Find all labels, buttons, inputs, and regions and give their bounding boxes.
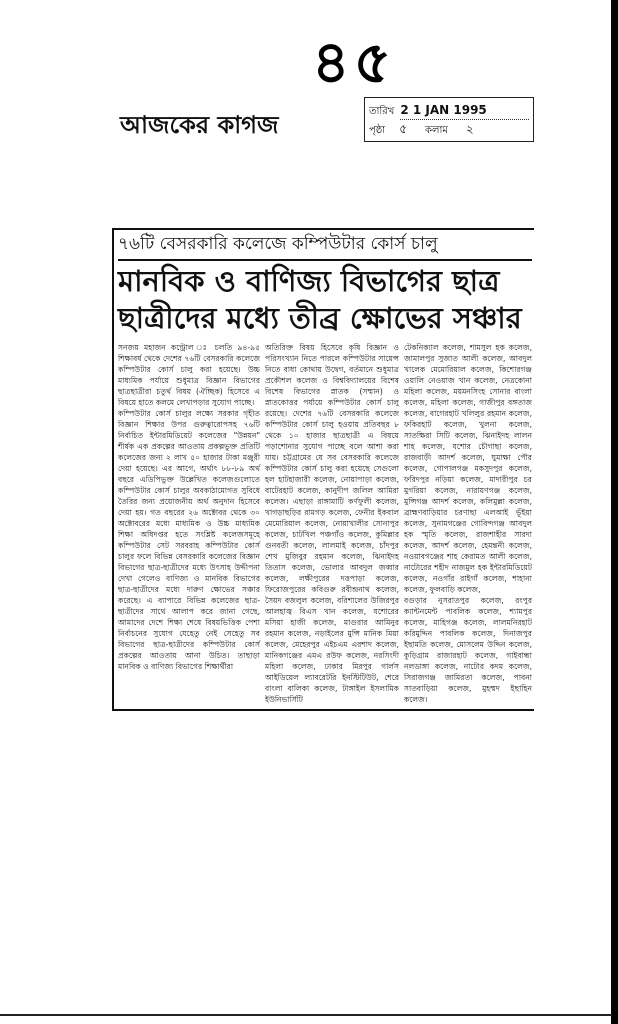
- stamp-column: ২: [465, 122, 474, 136]
- stamp-page-label: পৃষ্ঠা: [369, 125, 386, 136]
- scan-edge-right: [611, 0, 618, 1024]
- article-headline: [118, 263, 532, 338]
- paragraph: অতিরিক্ত বিষয় হিসেবে কৃষি বিজ্ঞান ও পরিসংখ্যান নিতে পারলে কম্পিউটার সায়েন্স নিতে বাধা কোথায় উদ্বেগ, বর্তমানে শুধুমাত্র প্রকৌশল কলেজ ও বিশ্ববিদ্যালয়ের বিশেষ বিশেষ বিভাগের স্নাতক (সম্মান) ও স্নাতকোত্তর পর্যায়ে কম্পিউটার কোর্স চালু রয়েছে। দেশের ৭৬টি বেসরকারি কলেজে কম্পিউটার কোর্স চালু হওয়ায় প্রতিবছর ৮ থেকে ১০ হাজার ছাত্রছাত্রী এ বিষয়ে পড়াশোনার সুযোগ পাচ্ছে বলে আশা করা যায়। চট্টগ্রামের যে সব বেসরকারি কলেজে কম্পিউটার কোর্স চালু করা হয়েছে সেগুলো হল হাটহাজারী কলেজ, নোয়াপাড়া কলেজ, বাটেরহাট কলেজ, কানুদীপ জলিল আমিরা কলেজ। এছাড়া রাঙ্গামাটি কর্ণফুলী কলেজ, খাগড়াছড়ির রামগড় কলেজ, ফেনীর ইকবাল মেমোরিয়াল কলেজ, নোয়াখালীর সোনাপুর কলেজ, চাটখিল পঞ্চগাঁও কলেজ, কুমিল্লার গুনবতী কলেজ, লালমাই কলেজ, চাঁদপুর শেখ মুজিবুর রহমান কলেজ, ঝিনাইদহ তিতাস কলেজ, ভোলার আবদুল জব্বার কলেজ, লক্ষীপুরের দত্তপাড়া কলেজ, ফিরোজপুরের কবিগুরু রবীন্দ্রনাথ কলেজ, সৈয়দ বজলুল কলেজ, বরিশালের উজিরপুর আলহাজ্ব বিএস খান কলেজ, যশোরের মসিয়া হাজী কলেজ, মাগুরার আমিনুর রহমান কলেজ, নড়াইলের মুন্সি মানিক মিয়া কলেজ, মেহেরপুর এইচএম এরশাদ কলেজ, মানিকগঞ্জের এমএ রউফ কলেজ, নরসিংদী মহিলা কলেজ, ঢাকার মিরপুর গার্লস আইডিয়েল ল্যাবরেটরি ইনস্টিটিউট, শেরে বাংলা বালিকা কলেজ, টাঙ্গাইল ইসলামিক ইউনিভার্সিটি: [265, 343, 399, 705]
- article-body: [118, 342, 532, 705]
- paragraph: কম্পিউটার কোর্স চালুর লক্ষ্যে সরকার গৃহীত বিজ্ঞান শিক্ষার উপর গুরুত্বারোপসহ ৭৬টি নির্বাচিত ইন্টারমিডিয়েট কলেজের "উন্নয়ন" শীর্ষক এক প্রকল্পের আওতায় প্রকল্পভুক্ত প্রতিটি কলেজের জন্য ২ লাখ ৫০ হাজার টাকা মঞ্জুরী দেয়া হয়েছে। এর আগে, অর্থাৎ ৮৮-৮৯ অর্থ বছরে এডিপিভুক্ত উল্লেখিত কলেজগুলোতে কম্পিউটার কোর্স চালুর অবকাঠামোগত সুবিধে তৈরির জন্য প্রয়োজনীয় অর্থ অনুদান হিসেবে দেয়া হয়। গত বছরের ২৬ অক্টোবর থেকে ৩০ অক্টোবরের মধ্যে মাধ্যমিক ও উচ্চ মাধ্যমিক শিক্ষা অধিদপ্তর হতে সংশ্লিষ্ট কলেজসমূহে কম্পিউটার সেট সরবরাহ কম্পিউটার কোর্স চালুর ফলে বিভিন্ন বেসরকারি কলেজের বিজ্ঞান বিভাগের ছাত্র-ছাত্রীদের মধ্যে উৎসাহ উদ্দীপনা দেখা গেলেও বাণিজ্য ও মানবিক বিভাগের ছাত্র-ছাত্রীদের মধ্যে দারুণ ক্ষোভের সঞ্চার করেছে। এ ব্যাপারে বিভিন্ন কলেজের ছাত্র-ছাত্রীদের সাথে আলাপ করে জানা গেছে, আমাদের দেশে শিক্ষা শেষে বিষয়ভিত্তিক পেশা নির্বাচনের সুযোগ যেহেতু নেই সেহেতু সব বিভাগের ছাত্র-ছাত্রীদের কম্পিউটার কোর্স প্রকল্পের আওতায় আনা উচিত। তাছাড়া মানবিক ও বাণিজ্য বিভাগের শিক্ষার্থীরা: [118, 409, 260, 672]
- scan-edge-bottom: [0, 1014, 612, 1016]
- article-column-3: [404, 342, 532, 705]
- article-kicker: ৭৬টি বেসরকারি কলেজে কম্পিউটার কোর্স চালু: [118, 234, 438, 254]
- news-article: [112, 228, 534, 711]
- paragraph: টেকনিক্যাল কলেজ, শামসুল হক কলেজ, জামালপুর সুজাত আলী কলেজ, আবদুল খালেক মেমোরিয়াল কলেজ, কিশোরগঞ্জ ওয়ালি নেওয়াজ খান কলেজ, নেত্রকোনা মহিলা কলেজ, ময়মনসিংহ সোনার বাংলা কলেজ, মহিলা কলেজ, গাজীপুর বঙ্গতাজ কলেজ, বাগেরহাট খলিলুর রহমান কলেজ, ফকিরহাট কলেজ, খুলনা কলেজ, সাতক্ষিরা সিটি কলেজ, ঝিনাইদহ লালন শাহ কলেজ, যশোর চৌগাছা কলেজ, রাজবাড়ী আদর্শ কলেজ, ঘুমাক্ষা পৌর কলেজ, গোপালগঞ্জ মকসুদপুর কলেজ, ফরিদপুর নড়িয়া কলেজ, মাদারীপুর চর মুগরিয়া কলেজ, নারায়ণগঞ্জ কলেজ, মুন্সিগঞ্জ আদর্শ কলেজ, কলিমুল্লা কলেজ, ব্রাহ্মণবাড়িয়ার চরণাছা এলআই ভূঁইয়া কলেজ, সুনামগঞ্জের গোবিন্দগঞ্জ আবদুল হক স্মৃতি কলেজ, রাজশাহীর সারদা কলেজ, আদর্শ কলেজ, হেমন্তনী কলেজ, নওয়াবগঞ্জের শাহ কেরামত আলী কলেজ, নাটোরের শহীদ নাজমুল হক ইন্টারমিডিয়েট কলেজ, নওগাঁর রাইগাঁ কলেজ, শাহানা কলেজ, ফুলবাড়ি কলেজ,: [404, 343, 532, 595]
- date-stamp: [364, 97, 534, 142]
- headline-line-1: মানবিক ও বাণিজ্য বিভাগের ছাত্র: [118, 263, 500, 298]
- kicker-divider: [118, 259, 532, 261]
- stamp-date-label: তারিখ: [369, 106, 395, 117]
- stamp-date: 2 1 JAN 1995: [400, 101, 529, 120]
- headline-line-2: ছাত্রীদের মধ্যে তীব্র ক্ষোভের সঞ্চার: [118, 301, 522, 336]
- newspaper-logo: আজকের কাগজ: [120, 111, 279, 139]
- article-column-1: [118, 342, 260, 672]
- handwritten-clipping-number: ৪৫: [312, 28, 396, 96]
- article-column-2: [265, 342, 399, 705]
- stamp-page: ৫: [399, 122, 407, 136]
- stamp-column-label: কলাম: [425, 125, 448, 136]
- paragraph: সনজয় মহাজন কন্ট্রোল ঃ চলতি ৯৪-৯৫ শিক্ষাবর্ষ থেকে দেশের ৭৬টি বেসরকারি কলেজে কম্পিউটার কোর্স চালু করা হয়েছে। উচ্চ মাধ্যমিক পর্যায়ে শুধুমাত্র বিজ্ঞান বিভাগের ছাত্রছাত্রীরা চতুর্থ বিষয় (ঐচ্ছিক) হিসেবে এ বিষয়ে হাতে কলমে লেখাপড়ার সুযোগ পাচ্ছে।: [118, 343, 260, 408]
- paragraph: বগুড়ার নুসরাতপুর কলেজ, রংপুর ক্যান্টনমেন্ট পাবলিক কলেজ, শ্যামপুর কলেজ, মাহিগঞ্জ কলেজ, লালমনিরহাট করিমুদ্দিন পাবলিক কলেজ, দিনাজপুর ইছামতি কলেজ, মোসলেম উদ্দিন কলেজ, কুড়িগ্রাম রাজারহাট কলেজ, গাইবান্ধা নলডাঙ্গা কলেজ, নাটোর কদম কলেজ, সিরাজগঞ্জ জামিরতা কলেজ, পাবনা সাতবাড়িয়া কলেজ, মুহম্মদ ইছাহিন কলেজ।: [404, 596, 532, 705]
